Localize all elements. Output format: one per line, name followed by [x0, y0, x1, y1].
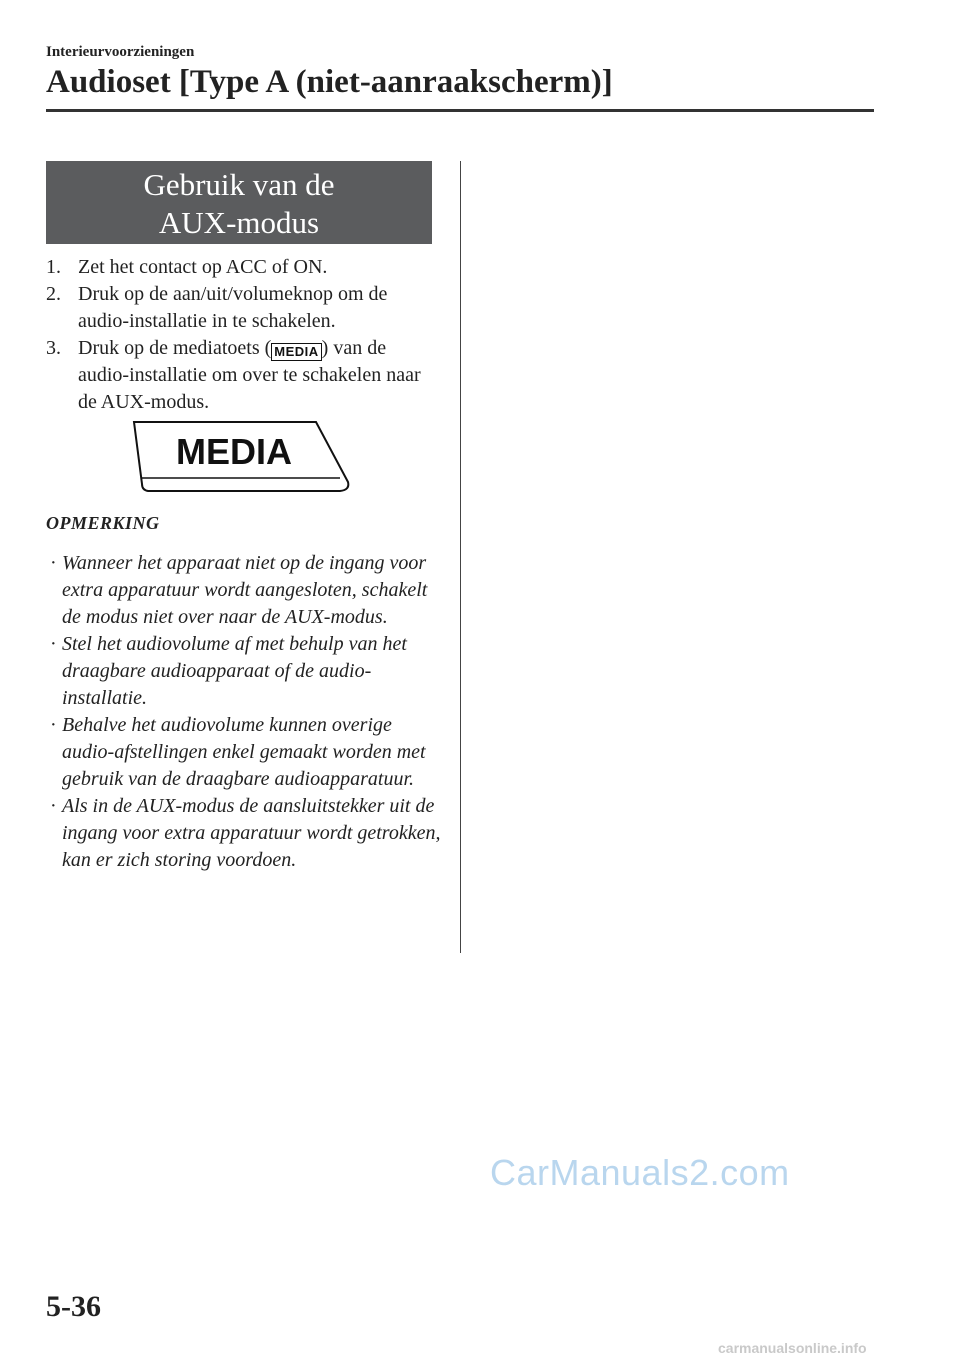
media-button-icon [126, 420, 350, 501]
step-text: Druk op de aan/uit/volumeknop om de audio-installatie in te schakelen. [78, 283, 388, 332]
bullet-icon: · [50, 795, 57, 817]
step-item [46, 281, 438, 335]
note-title: OPMERKING [46, 513, 160, 533]
bullet-icon: · [50, 714, 57, 736]
chapter-label: Interieurvoorzieningen [46, 44, 195, 60]
step-number: 3. [46, 337, 61, 359]
bullet-icon: · [50, 633, 57, 655]
media-key-icon: MEDIA [271, 343, 321, 361]
topic-heading-line2: AUX-modus [158, 205, 320, 240]
note-item [46, 631, 446, 712]
note-item [46, 550, 446, 631]
page-number: 5-36 [46, 1290, 101, 1323]
notes-list [46, 550, 446, 874]
note-text: Wanneer het apparaat niet op de ingang voor extra apparatuur wordt aangesloten, schakelt de modus niet over naar de AUX-modus. [62, 552, 428, 628]
step-item [46, 335, 438, 416]
topic-heading-line1: Gebruik van de [143, 167, 335, 202]
column-divider [460, 161, 461, 953]
step-text-before: Druk op de mediatoets ( [78, 337, 272, 359]
topic-heading [46, 161, 432, 244]
note-item [46, 712, 446, 793]
note-text: Stel het audiovolume af met behulp van het draagbare audioapparaat of de audio-installatie. [62, 633, 407, 709]
section-title: Audioset [Type A (niet-aanraakscherm)] [46, 64, 613, 100]
note-text: Als in de AUX-modus de aansluitstekker uit de ingang voor extra apparatuur wordt getrokken, kan er zich storing voordoen. [62, 795, 441, 871]
media-button-label: MEDIA [176, 431, 292, 472]
step-text-after: ) van de audio-installatie om over te schakelen naar de AUX-modus. [78, 337, 421, 413]
step-item [46, 254, 438, 281]
note-text: Behalve het audiovolume kunnen overige audio-afstellingen enkel gemaakt worden met gebruik van de draagbare audioapparatuur. [62, 714, 426, 790]
watermark: CarManuals2.com [490, 1152, 790, 1193]
bullet-icon: · [50, 552, 57, 574]
header-rule [46, 109, 874, 112]
steps-list [46, 254, 438, 416]
footer-link[interactable]: carmanualsonline.info [718, 1340, 867, 1356]
step-number: 2. [46, 283, 61, 305]
step-text: Zet het contact op ACC of ON. [78, 256, 328, 278]
step-number: 1. [46, 256, 61, 278]
note-item [46, 793, 446, 874]
